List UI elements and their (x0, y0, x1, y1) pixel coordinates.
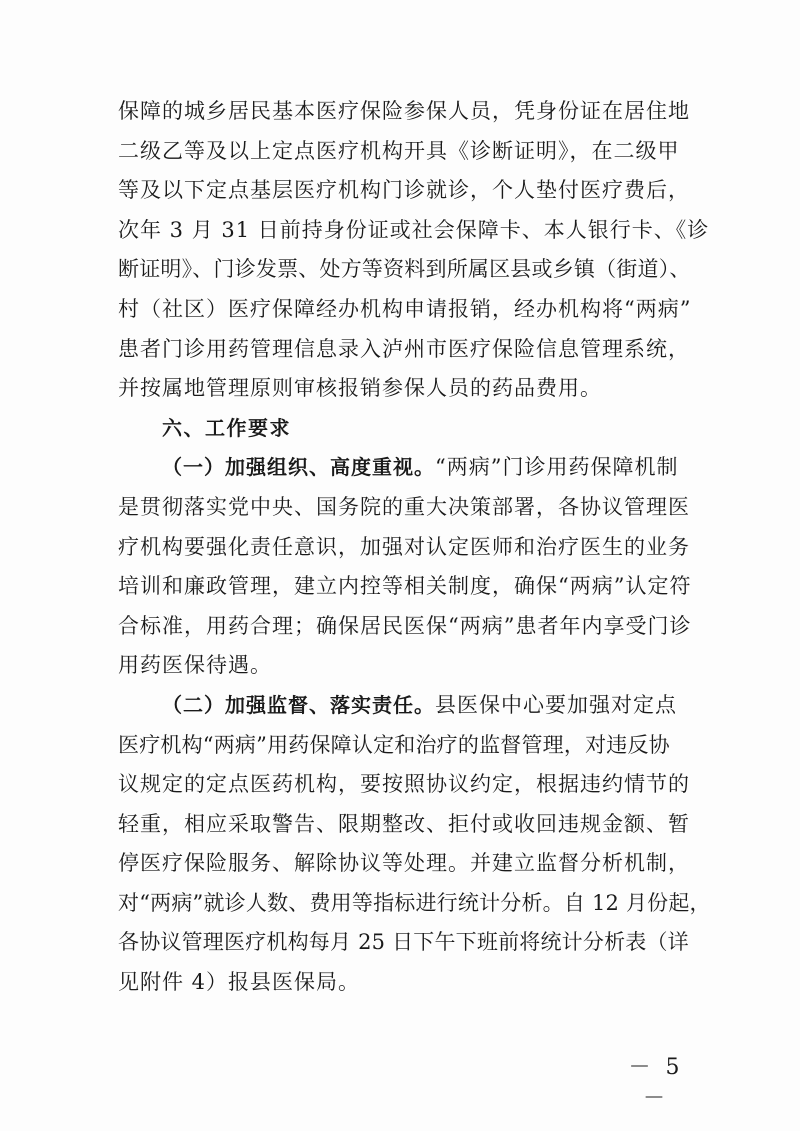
text-line: 见附件 4）报县医保局。 (118, 970, 361, 995)
text-line: 议规定的定点医药机构，要按照协议约定，根据违约情节的 (118, 772, 690, 797)
page-number: － 5 － (628, 1055, 684, 1111)
paragraph-first-line (118, 448, 698, 488)
text-line: 保障的城乡居民基本医疗保险参保人员，凭身份证在居住地 (118, 99, 690, 123)
text-line: 轻重，相应采取警告、限期整改、拒付或收回违规金额、暂 (118, 811, 690, 836)
text-line: 等及以下定点基层医疗机构门诊就诊，个人垫付医疗费后， (118, 178, 690, 203)
text-line: 停医疗保险服务、解除协议等处理。并建立监督分析机制， (118, 851, 690, 876)
text-line: 疗机构要强化责任意识，加强对认定医师和治疗医生的业务 (118, 534, 690, 559)
text-line: 合标准，用药合理；确保居民医保“两病”患者年内享受门诊 (118, 613, 692, 638)
text-line: 医疗机构“两病”用药保障认定和治疗的监督管理，对违反协 (118, 732, 670, 757)
paragraph-text: 县医保中心要加强对定点 (435, 692, 677, 717)
text-line: 断证明》、门诊发票、处方等资料到所属区县或乡镇（街道）、 (118, 257, 691, 282)
text-line: 患者门诊用药管理信息录入泸州市医疗保险信息管理系统， (118, 336, 690, 361)
text-line: 对“两病”就诊人数、费用等指标进行统计分析。自 12 月份起， (118, 890, 711, 915)
text-line: 村（社区）医疗保障经办机构申请报销，经办机构将“两病” (118, 296, 692, 321)
text-line: 是贯彻落实党中央、国务院的重大决策部署，各协议管理医 (118, 494, 690, 519)
text-line: 次年 3 月 31 日前持身份证或社会保障卡、本人银行卡、《诊 (118, 217, 710, 242)
paragraph-lead: （一）加强组织、高度重视。 (162, 455, 435, 480)
text-line: 培训和廉政管理，建立内控等相关制度，确保“两病”认定符 (118, 574, 692, 599)
paragraph-first-line (118, 686, 698, 726)
text-line: 用药医保待遇。 (118, 653, 272, 678)
text-line: 二级乙等及以上定点医疗机构开具《诊断证明》，在二级甲 (118, 138, 680, 163)
section-heading: 六、工作要求 (162, 415, 291, 440)
text-line: 并按属地管理原则审核报销参保人员的药品费用。 (118, 376, 602, 401)
body-text (118, 92, 711, 1003)
text-line: 各协议管理医疗机构每月 25 日下午下班前将统计分析表（详 (118, 930, 689, 955)
paragraph-lead: （二）加强监督、落实责任。 (162, 692, 435, 717)
paragraph-text: “两病”门诊用药保障机制 (435, 455, 679, 480)
